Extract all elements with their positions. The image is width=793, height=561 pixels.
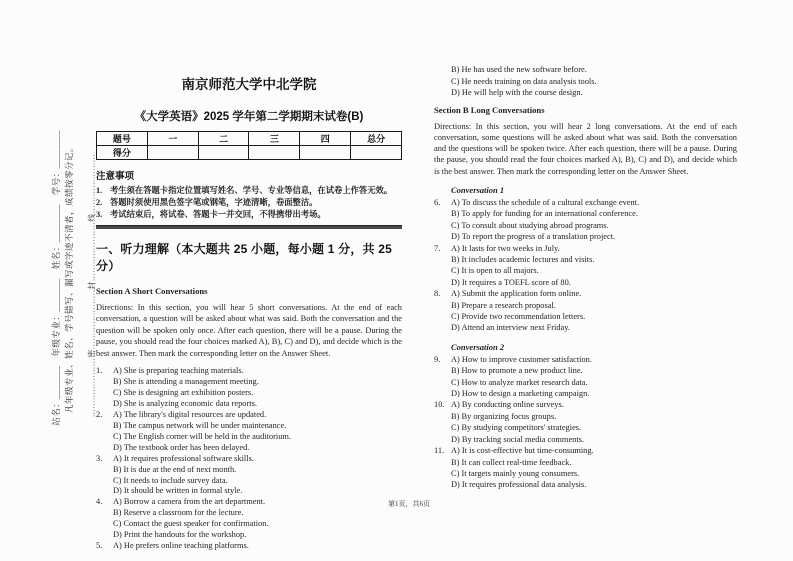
option-a: A) It is cost-effective but time-consuming. bbox=[451, 446, 594, 456]
option-d: D) How to design a marketing campaign. bbox=[451, 389, 590, 399]
option-d: D) He will help with the course design. bbox=[451, 88, 583, 97]
option-b: B) It can collect real-time feedback. bbox=[451, 457, 572, 467]
option-d: D) She is analyzing economic data reports. bbox=[113, 399, 257, 409]
left-column bbox=[96, 68, 402, 552]
option-b: B) By organizing focus groups. bbox=[451, 411, 557, 421]
option-d: D) It requires a TOEFL score of 80. bbox=[451, 277, 571, 287]
sidebar-zero-score-warning: 凡年级专业、姓名、学号错写、漏写或字迹不清者，成绩按零分记。 bbox=[64, 143, 74, 414]
question-5 bbox=[96, 541, 402, 552]
option-d: D) It requires professional data analysis. bbox=[451, 480, 587, 490]
question-number: 9. bbox=[434, 354, 441, 364]
question-6 bbox=[434, 197, 737, 243]
question-number: 2. bbox=[96, 410, 103, 420]
question-options bbox=[451, 445, 737, 491]
question-options bbox=[113, 497, 402, 541]
option-a: A) Borrow a camera from the art department. bbox=[113, 497, 266, 507]
question-11 bbox=[434, 445, 737, 491]
question-number: 11. bbox=[434, 446, 445, 456]
score-table-cell-total: 总分 bbox=[351, 132, 402, 146]
option-d: D) To report the progress of a translation project. bbox=[451, 232, 616, 242]
conversation-2-label: Conversation 2 bbox=[451, 341, 505, 352]
score-empty-cell bbox=[300, 146, 351, 160]
score-table-cell-label: 题号 bbox=[97, 132, 148, 146]
conversation-1-question-list bbox=[434, 197, 737, 334]
option-c: C) How to analyze market research data. bbox=[451, 377, 588, 387]
option-b: B) It includes academic lectures and visits. bbox=[451, 255, 595, 265]
option-a: A) It lasts for two weeks in July. bbox=[451, 243, 560, 253]
option-d: D) Attend an interview next Friday. bbox=[451, 323, 571, 333]
question-4 bbox=[96, 497, 402, 541]
option-d: D) By tracking social media comments. bbox=[451, 434, 585, 444]
option-a: A) Submit the application form online. bbox=[451, 289, 582, 299]
question-options bbox=[113, 366, 402, 410]
section-b-directions: Directions: In this section, you will hear 2 long conversations. At the end of each conversation, some questions will be asked about what was said. Both the conversation and the questions will be spoken twice. After each question, there will be a pause. During the pause, you should read the four choices marked A), B), C) and D), and decide which is the best answer. Then mark the corresponding letter on the Answer Sheet. bbox=[434, 121, 737, 176]
question-number: 6. bbox=[434, 197, 441, 207]
question-10 bbox=[434, 399, 737, 445]
option-a: A) By conducting online surveys. bbox=[451, 400, 564, 410]
section-a-title: Section A Short Conversations bbox=[96, 285, 208, 296]
question-8 bbox=[434, 288, 737, 334]
option-a: A) She is preparing teaching materials. bbox=[113, 366, 244, 376]
option-c: C) The English corner will be held in the auditorium. bbox=[113, 431, 292, 441]
question-number: 1. bbox=[96, 366, 103, 376]
notice-list bbox=[96, 185, 402, 221]
notice-item-1 bbox=[96, 185, 402, 197]
option-a: A) He prefers online teaching platforms. bbox=[113, 540, 249, 550]
option-c: C) It targets mainly young consumers. bbox=[451, 468, 580, 478]
score-empty-cell bbox=[351, 146, 402, 160]
option-d: D) The textbook order has been delayed. bbox=[113, 442, 250, 452]
option-c: C) By studying competitors' strategies. bbox=[451, 423, 582, 433]
score-table-score-row bbox=[97, 146, 402, 160]
header-divider-rule bbox=[96, 225, 402, 229]
conversation-2-question-list bbox=[434, 354, 737, 491]
score-table bbox=[96, 131, 402, 160]
conversation-1-label: Conversation 1 bbox=[451, 184, 505, 195]
right-column bbox=[434, 64, 737, 491]
page-footer: 第1页，共6页 bbox=[388, 500, 430, 508]
option-b: B) She is attending a management meeting. bbox=[113, 377, 259, 387]
option-c: C) It needs to include survey data. bbox=[113, 475, 228, 485]
score-table-cell-3: 三 bbox=[249, 132, 300, 146]
question-number: 7. bbox=[434, 243, 441, 253]
notice-item-number: 1. bbox=[96, 186, 103, 195]
score-empty-cell bbox=[198, 146, 249, 160]
question-7 bbox=[434, 243, 737, 289]
school-name: 南京师范大学中北学院 bbox=[181, 77, 317, 92]
option-d: D) It should be written in formal style. bbox=[113, 486, 243, 496]
section-a-question-list bbox=[96, 366, 402, 551]
score-empty-cell bbox=[249, 146, 300, 160]
notice-item-3 bbox=[96, 209, 402, 221]
score-label-cell: 得分 bbox=[97, 146, 148, 160]
question-number: 4. bbox=[96, 497, 103, 507]
question-options bbox=[451, 354, 737, 400]
option-a: A) The library's digital resources are updated. bbox=[113, 410, 267, 420]
option-c: C) It is open to all majors. bbox=[451, 266, 539, 276]
question-options bbox=[451, 288, 737, 334]
score-table-cell-1: 一 bbox=[147, 132, 198, 146]
score-empty-cell bbox=[147, 146, 198, 160]
question-options bbox=[451, 197, 737, 243]
question-options bbox=[451, 399, 737, 445]
question-options bbox=[113, 454, 402, 498]
exam-title: 《大学英语》2025 学年第二学期期末试卷(B) bbox=[134, 111, 364, 123]
option-c: C) He needs training on data analysis tools. bbox=[451, 76, 597, 86]
option-c: C) To consult about studying abroad programs. bbox=[451, 220, 609, 230]
question-number: 8. bbox=[434, 289, 441, 299]
score-table-cell-2: 二 bbox=[198, 132, 249, 146]
option-d: D) Print the handouts for the workshop. bbox=[113, 530, 247, 540]
option-a: A) How to improve customer satisfaction. bbox=[451, 354, 592, 364]
option-b: B) Prepare a research proposal. bbox=[451, 300, 556, 310]
option-a: A) To discuss the schedule of a cultural exchange event. bbox=[451, 197, 640, 207]
sidebar-student-info-line: 站名：_______ 年级专业：_______ 姓名：________ 学号：________ bbox=[51, 130, 61, 426]
option-a: A) It requires professional software skills. bbox=[113, 453, 254, 463]
notice-item-text: 答题时须使用黑色签字笔或钢笔，字迹清晰，卷面整洁。 bbox=[110, 198, 318, 207]
notice-item-number: 3. bbox=[96, 210, 103, 219]
question-options bbox=[451, 243, 737, 289]
section-b-title: Section B Long Conversations bbox=[434, 104, 545, 115]
notice-item-text: 考试结束后，将试卷、答题卡一并交回，不得携带出考场。 bbox=[110, 210, 326, 219]
notice-title: 注意事项 bbox=[96, 171, 135, 182]
option-b: B) To apply for funding for an international conference. bbox=[451, 209, 638, 219]
question-3 bbox=[96, 454, 402, 498]
option-c: C) Provide two recommendation letters. bbox=[451, 312, 586, 322]
option-b: B) Reserve a classroom for the lecture. bbox=[113, 508, 244, 518]
notice-item-2 bbox=[96, 197, 402, 209]
section-a-directions: Directions: In this section, you will hear 5 short conversations. At the end of each conversation, a question will be asked about what was said. Both the conversation and the question will be spoken only once. After each question, there will be a pause. During the pause, you should read the four choices marked A), B), C) and D), and decide which is the best answer. Then mark the corresponding letter on the Answer Sheet. bbox=[96, 302, 402, 358]
question-options bbox=[113, 541, 402, 552]
option-b: B) It is due at the end of next month. bbox=[113, 464, 237, 474]
sidebar-seal-line: …………………密…………………封…………………线………………… bbox=[87, 153, 97, 418]
option-b: B) The campus network will be under maintenance. bbox=[113, 421, 287, 430]
question-number: 10. bbox=[434, 400, 445, 410]
option-c: C) Contact the guest speaker for confirmation. bbox=[113, 519, 269, 529]
question-9 bbox=[434, 354, 737, 400]
option-c: C) She is designing art exhibition posters. bbox=[113, 388, 254, 398]
notice-item-number: 2. bbox=[96, 198, 103, 207]
question-options bbox=[113, 410, 402, 454]
notice-item-text: 考生须在答题卡指定位置填写姓名、学号、专业等信息，在试卷上作答无效。 bbox=[110, 186, 393, 195]
question-5-continued-options bbox=[451, 64, 737, 99]
score-table-header-row bbox=[97, 132, 402, 146]
option-b: B) He has used the new software before. bbox=[451, 65, 587, 74]
question-number: 3. bbox=[96, 453, 103, 463]
question-1 bbox=[96, 366, 402, 410]
part1-heading: 一、听力理解（本大题共 25 小题，每小题 1 分，共 25 分） bbox=[96, 241, 393, 273]
option-b: B) How to promote a new product line. bbox=[451, 366, 583, 376]
question-number: 5. bbox=[96, 540, 103, 550]
question-2 bbox=[96, 410, 402, 454]
score-table-cell-4: 四 bbox=[300, 132, 351, 146]
